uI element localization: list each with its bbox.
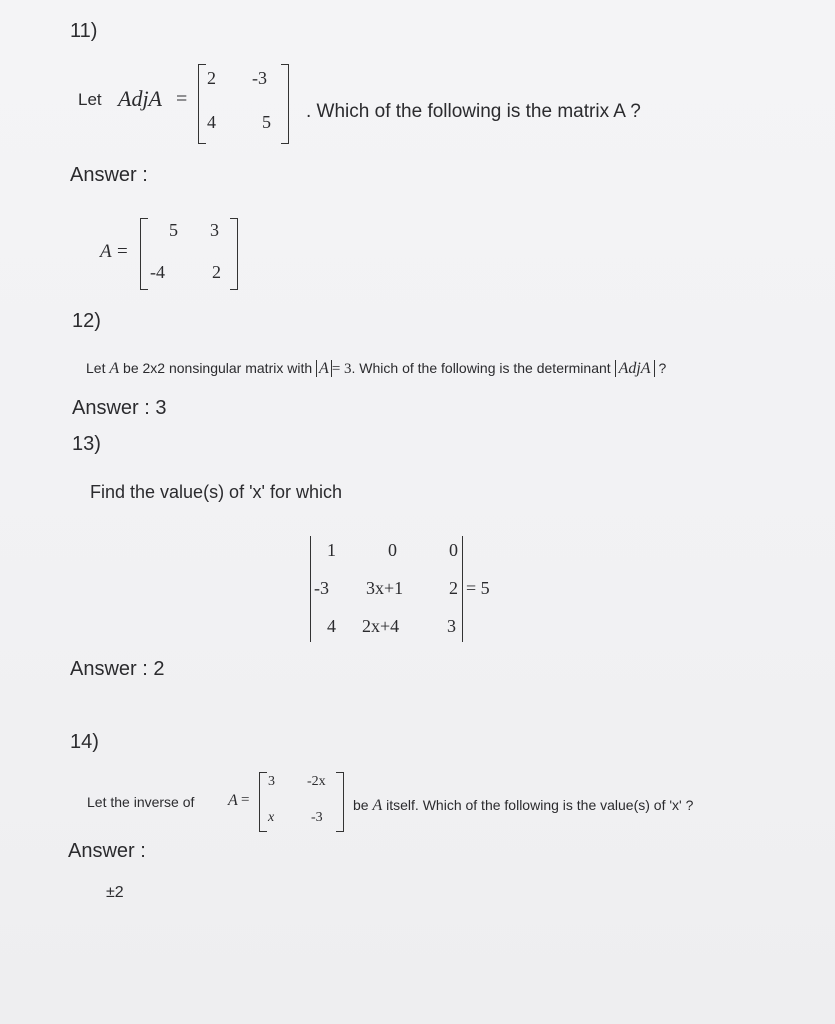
q13-answer: Answer : 2 — [70, 658, 165, 680]
q14-text-1: Let the inverse of — [87, 794, 195, 810]
q14-text-2: be — [353, 797, 369, 813]
q13-det-cell: 0 — [388, 540, 397, 560]
q12-text-1: Let — [86, 360, 106, 376]
q11-answer-var: A — [100, 241, 112, 262]
q11-answer-cell: 2 — [212, 262, 221, 282]
q11-answer-equals: = — [117, 241, 128, 262]
q11-answer-cell: -4 — [150, 262, 165, 282]
q12-qmark: ? — [658, 360, 667, 376]
q11-answer-cell: 5 — [169, 220, 178, 240]
q13-number: 13) — [72, 433, 101, 455]
q14-matrix-cell: -2x — [307, 774, 326, 789]
q12-text-2: be 2x2 nonsingular matrix with — [123, 360, 313, 376]
q14-matrix-cell: 3 — [268, 774, 275, 789]
q14-answer-label: Answer : — [68, 840, 146, 862]
q14-matrix-cell: x — [268, 810, 275, 825]
q11-answer-label: Answer : — [70, 164, 148, 186]
q14-text-3: itself. Which of the following is the value(s) of 'x' ? — [386, 797, 694, 813]
q13-det-cell: 4 — [327, 616, 336, 636]
q11-number: 11) — [70, 20, 98, 42]
q14-matrix-cell: -3 — [311, 810, 323, 825]
q11-matrix-cell: 2 — [207, 68, 216, 88]
q13-prompt: Find the value(s) of 'x' for which — [90, 482, 342, 502]
q14-var-a: A — [228, 792, 238, 809]
q14-equals: = — [241, 792, 250, 808]
q12-det-value: = 3 — [331, 361, 352, 377]
q13-det-cell: -3 — [314, 578, 329, 598]
q11-answer-cell: 3 — [210, 220, 219, 240]
q11-matrix-cell: 4 — [207, 112, 216, 132]
q13-det-cell: 3x+1 — [366, 578, 404, 598]
q12-det-adj: AdjA — [615, 360, 655, 377]
q13-det-cell: 3 — [447, 616, 456, 636]
q12-answer: Answer : 3 — [72, 397, 167, 419]
q12-var-a: A — [109, 360, 120, 377]
q12-number: 12) — [72, 310, 101, 332]
q11-adj-label: AdjA — [118, 86, 162, 111]
q13-det-cell: 2x+4 — [362, 616, 400, 636]
q11-question: . Which of the following is the matrix A ? — [306, 101, 641, 122]
q12-det-a: A — [319, 360, 329, 377]
q13-det-cell: 1 — [327, 540, 336, 560]
q14-number: 14) — [70, 731, 99, 753]
q14-answer-value: ±2 — [106, 884, 124, 901]
q11-matrix-cell: -3 — [252, 68, 267, 88]
q14-tail — [353, 797, 693, 815]
q13-det-cell: 0 — [449, 540, 458, 560]
q12-text-3: . Which of the following is the determinant — [351, 360, 611, 376]
q12-question — [86, 360, 666, 378]
q11-matrix-cell: 5 — [262, 112, 271, 132]
q11-equals: = — [176, 88, 188, 110]
q11-let-text: Let — [78, 90, 102, 109]
q14-var-a2: A — [372, 797, 383, 814]
q13-det-cell: 2 — [449, 578, 458, 598]
q13-rhs: = 5 — [466, 578, 490, 598]
